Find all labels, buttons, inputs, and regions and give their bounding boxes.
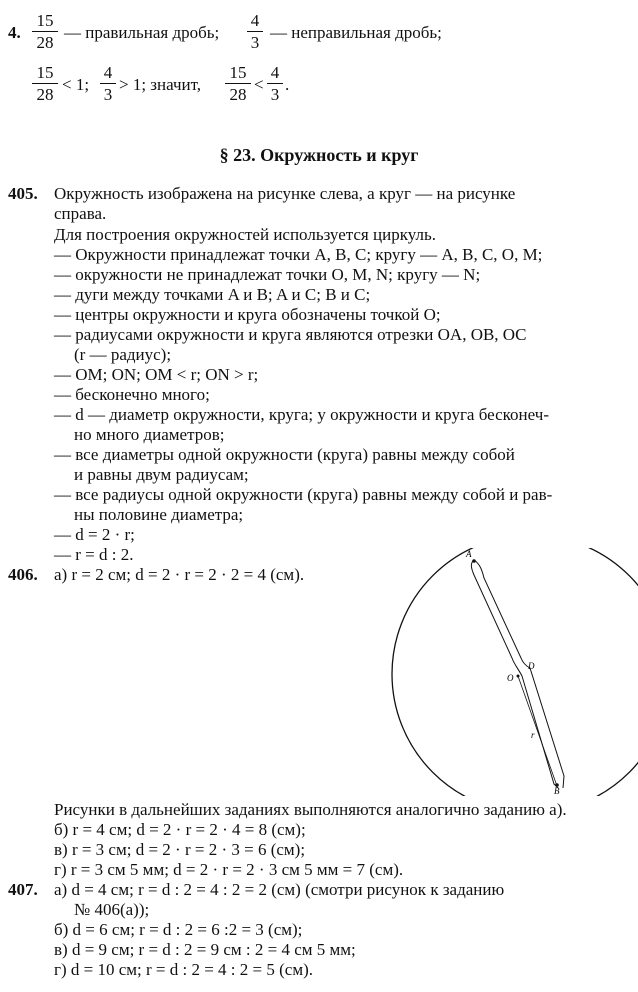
point-o [517,675,520,678]
task-406-b: б) r = 4 см; d = 2 · r = 2 · 4 = 8 (см); [54,820,306,839]
label-o: O [507,673,514,683]
label-a: A [466,549,472,559]
task-406-note: Рисунки в дальнейших заданиях выполняются аналогично заданию а). [54,800,567,819]
task-407-b: б) d = 6 см; r = d : 2 = 6 :2 = 3 (см); [54,920,303,939]
compass-leg [471,560,564,788]
task-405-line: (r — радиус); [74,345,172,364]
circle-outline [392,548,638,796]
task-405-line: — OM; ON; OM < r; ON > r; [54,365,259,384]
task-405-line: — Окружности принадлежат точки A, B, C; кругу — A, B, C, O, M; [54,245,543,264]
point-a [472,559,476,563]
fraction-4-3-c: 4 3 [267,64,283,104]
label-d: D [528,661,535,671]
label-b: B [554,786,560,796]
task-4-greater-one: > 1; значит, [119,75,202,94]
fraction-15-28-b: 15 28 [32,64,58,104]
task-405-line: Окружность изображена на рисунке слева, а круг — на рисунке [54,184,516,203]
label-r: r [531,730,535,740]
circle-compass-figure [388,548,638,796]
task-406-g: г) r = 3 см 5 мм; d = 2 · r = 2 · 3 см 5 мм = 7 (см). [54,860,404,879]
task-4-less-one: < 1; [62,75,90,94]
task-4-text-improper: — неправильная дробь; [270,23,442,42]
task-406-v: в) r = 3 см; d = 2 · r = 2 · 3 = 6 (см); [54,840,306,859]
task-405-line: но много диаметров; [74,425,225,444]
task-4-period: . [285,75,290,94]
task-4-less-sign: < [254,75,264,94]
task-405-line: — радиусами окружности и круга являются отрезки OA, OB, OC [54,325,527,344]
task-405-line: — r = d : 2. [54,545,134,564]
fraction-4-3: 4 3 [247,12,263,52]
task-405-line: и равны двум радиусам; [74,465,249,484]
task-405-line: справа. [54,204,107,223]
fraction-15-28-c: 15 28 [225,64,251,104]
task-405-line: — окружности не принадлежат точки O, M, N; кругу — N; [54,265,481,284]
task-407-a-cont: № 406(а)); [74,900,150,919]
task-406-a: а) r = 2 см; d = 2 · r = 2 · 2 = 4 (см). [54,565,305,584]
fraction-4-3-b: 4 3 [100,64,116,104]
task-405-line: Для построения окружностей используется циркуль. [54,225,436,244]
task-4-text-proper: — правильная дробь; [64,23,220,42]
task-405-line: — все радиусы одной окружности (круга) равны между собой и рав- [54,485,553,504]
task-405-line: — дуги между точками A и B; A и C; B и C; [54,285,371,304]
task-405-line: — все диаметры одной окружности (круга) равны между собой [54,445,515,464]
task-407-v: в) d = 9 см; r = d : 2 = 9 см : 2 = 4 см 5 мм; [54,940,356,959]
section-title: § 23. Окружность и круг [219,145,419,165]
task-405-line: — центры окружности и круга обозначены точкой O; [54,305,441,324]
fraction-15-28: 15 28 [32,12,58,52]
task-407-a: а) d = 4 см; r = d : 2 = 4 : 2 = 2 (см) (смотри рисунок к заданию [54,880,505,899]
task-407-number: 407. [8,880,38,899]
task-406-number: 406. [8,565,38,584]
task-4-number: 4. [8,23,21,42]
task-405-line: ны половине диаметра; [74,505,244,524]
task-405-line: — бесконечно много; [54,385,210,404]
task-405-line: — d = 2 · r; [54,525,135,544]
task-405-number: 405. [8,184,38,203]
task-405-line: — d — диаметр окружности, круга; у окружности и круга бесконеч- [54,405,549,424]
task-407-g: г) d = 10 см; r = d : 2 = 4 : 2 = 5 (см). [54,960,313,979]
